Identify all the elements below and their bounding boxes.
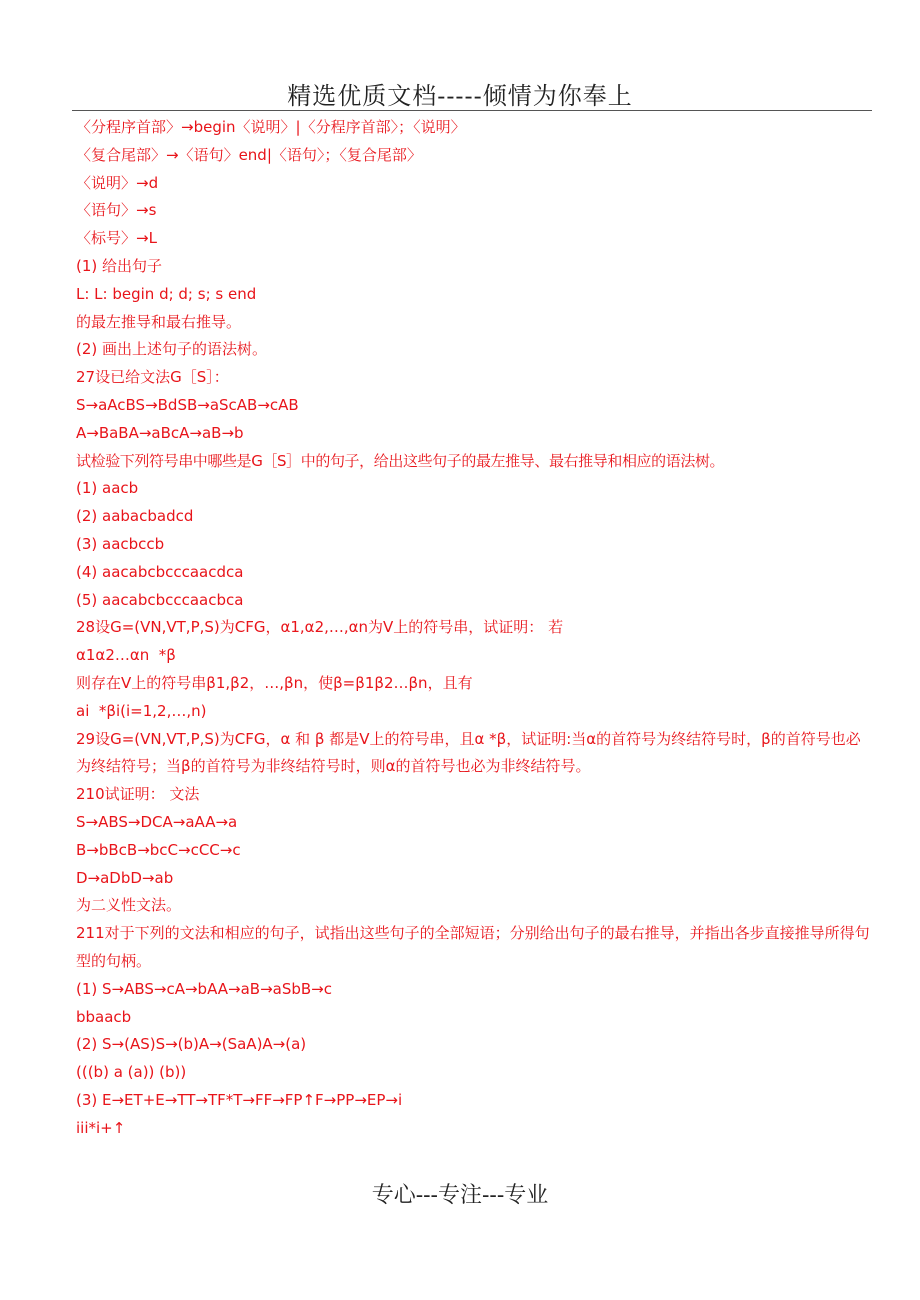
text-paragraph: 29设G=(VN,VT,P,S)为CFG，α 和 β 都是V上的符号串，且α *β，试证明:当α的首符号为终结符号时，β的首符号也必为终结符号；当β的首符号为非终结符号时，则α的首符号也必为非终结符号。 [76,729,861,776]
page-footer: 专心---专注---专业 [371,1183,549,1208]
text-line: (2) S→(AS)S→(b)A→(SaA)A→(a) [76,1035,307,1054]
text-line: (5) aacabcbcccaacbca [76,590,244,609]
text-line: B→bBcB→bcC→cCC→c [76,840,241,859]
text-line: S→aAcBS→BdSB→aScAB→cAB [76,395,299,414]
text-line: (1) 给出句子 [76,256,163,275]
text-line: 〈复合尾部〉→〈语句〉end|〈语句〉；〈复合尾部〉 [76,145,422,164]
text-line: 〈标号〉→L [76,229,157,248]
text-line: 为二义性文法。 [76,896,182,915]
text-line: A→BaBA→aBcA→aB→b [76,423,244,442]
text-line: (2) 画出上述句子的语法树。 [76,340,268,359]
text-line: (1) aacb [76,479,139,498]
text-line: (4) aacabcbcccaacdca [76,562,244,581]
document-body [76,114,872,1142]
text-line: 〈语句〉→s [76,201,157,220]
text-line: ai *βi(i=1,2,…,n) [76,701,207,720]
text-line: bbaacb [76,1007,132,1026]
text-line: 的最左推导和最右推导。 [76,312,242,331]
text-line: 〈说明〉→d [76,173,159,192]
text-line: 27设已给文法G［S］： [76,368,229,387]
text-line: iii*i+↑ [76,1118,126,1137]
text-line: (2) aabacbadcd [76,507,194,526]
text-paragraph: 211对于下列的文法和相应的句子，试指出这些句子的全部短语；分别给出句子的最右推导，并指出各步直接推导所得句型的句柄。 [76,924,870,970]
text-line: L: L: begin d; d; s; s end [76,284,257,303]
text-line: (3) E→ET+E→TT→TF*T→FF→FP↑F→PP→EP→i [76,1090,403,1109]
text-line: 则存在V上的符号串β1,β2，…,βn，使β=β1β2…βn，且有 [76,673,473,692]
text-line: 〈分程序首部〉→begin〈说明〉|〈分程序首部〉；〈说明〉 [76,118,466,136]
text-line: 28设G=(VN,VT,P,S)为CFG，α1,α2,…,αn为V上的符号串，试证明： 若 [76,618,564,637]
page-header: 精选优质文档-----倾情为你奉上 [287,82,633,110]
text-line: (3) aacbccb [76,534,165,553]
text-line: S→ABS→DCA→aAA→a [76,812,238,831]
header-rule [72,110,872,111]
text-line: (((b) a (a)) (b)) [76,1063,187,1082]
text-line: (1) S→ABS→cA→bAA→aB→aSbB→c [76,979,332,998]
text-line: 210试证明： 文法 [76,785,200,804]
text-line: D→aDbD→ab [76,868,174,887]
text-line: α1α2…αn *β [76,646,176,665]
text-line: 试检验下列符号串中哪些是G［S］中的句子，给出这些句子的最左推导、最右推导和相应的语法树。 [76,451,725,470]
